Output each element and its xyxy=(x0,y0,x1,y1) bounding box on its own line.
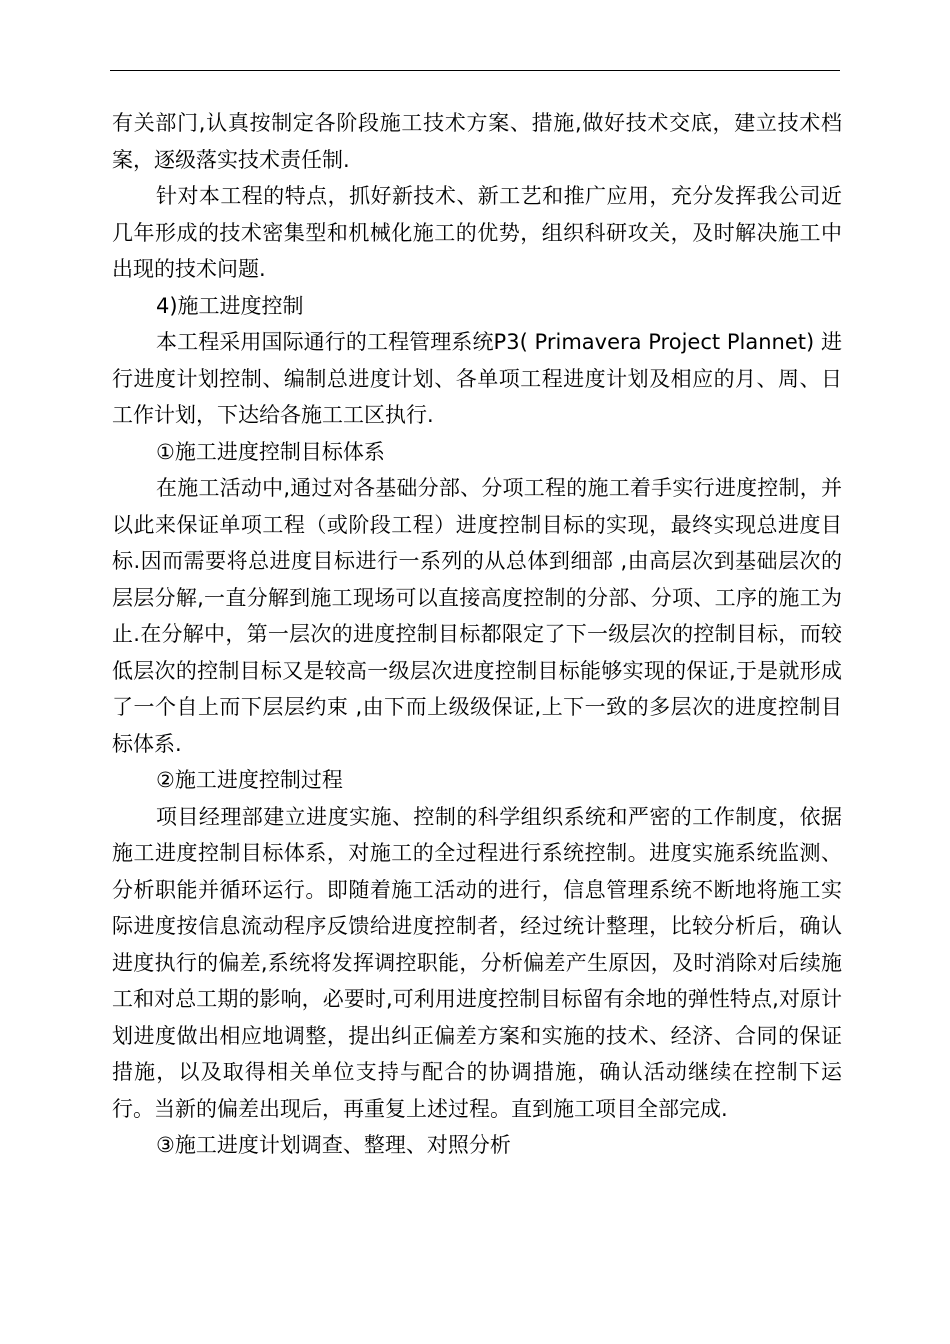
subheading-target-system: ①施工进度控制目标体系 xyxy=(156,439,385,464)
subheading-plan-analysis: ③施工进度计划调查、整理、对照分析 xyxy=(156,1133,511,1157)
header-rule xyxy=(110,70,840,71)
paragraph-target-system: 在施工活动中,通过对各基础分部、分项工程的施工着手实行进度控制，并以此来保证单项工程（或阶段工程）进度控制目标的实现，最终实现总进度目标.因而需要将总进度目标进行一系列的从总体到细部 ,由高层次到基础层次的层层分解,一直分解到施工现场可以直接高度控制的分部、分项、工序的施工为止.在分解中，第一层次的进度控制目标都限定了下一级层次的控制目标，而较低层次的控制目标又是较高一级层次进度控制目标能够实现的保证,于是就形成了一个自上而下层层约束 ,由下而上级级保证,上下一致的多层次的进度控制目标体系. xyxy=(112,476,842,756)
subheading-control-process: ②施工进度控制过程 xyxy=(156,768,343,792)
paragraph-p3-system: 本工程采用国际通行的工程管理系统P3( Primavera Project Plannet) 进行进度计划控制、编制总进度计划、各单项工程进度计划及相应的月、周、日工作计划，下达给各施工工区执行. xyxy=(112,330,842,427)
paragraph-control-process: 项目经理部建立进度实施、控制的科学组织系统和严密的工作制度，依据施工进度控制目标体系，对施工的全过程进行系统控制。进度实施系统监测、分析职能并循环运行。即随着施工活动的进行，信息管理系统不断地将施工实际进度按信息流动程序反馈给进度控制者，经过统计整理，比较分析后，确认进度执行的偏差,系统将发挥调控职能，分析偏差产生原因，及时消除对后续施工和对总工期的影响，必要时,可利用进度控制目标留有余地的弹性特点,对原计划进度做出相应地调整，提出纠正偏差方案和实施的技术、经济、合同的保证措施，以及取得相关单位支持与配合的协调措施，确认活动继续在控制下运行。当新的偏差出现后，再重复上述过程。直到施工项目全部完成. xyxy=(112,804,842,1121)
paragraph-new-technology: 针对本工程的特点，抓好新技术、新工艺和推广应用，充分发挥我公司近几年形成的技术密集型和机械化施工的优势，组织科研攻关，及时解决施工中出现的技术问题. xyxy=(112,184,842,281)
document-body xyxy=(112,105,842,1164)
paragraph-continuation: 有关部门,认真按制定各阶段施工技术方案、措施,做好技术交底，建立技术档案，逐级落实技术责任制. xyxy=(112,111,842,172)
section-heading-schedule-control: 4)施工进度控制 xyxy=(156,293,304,318)
